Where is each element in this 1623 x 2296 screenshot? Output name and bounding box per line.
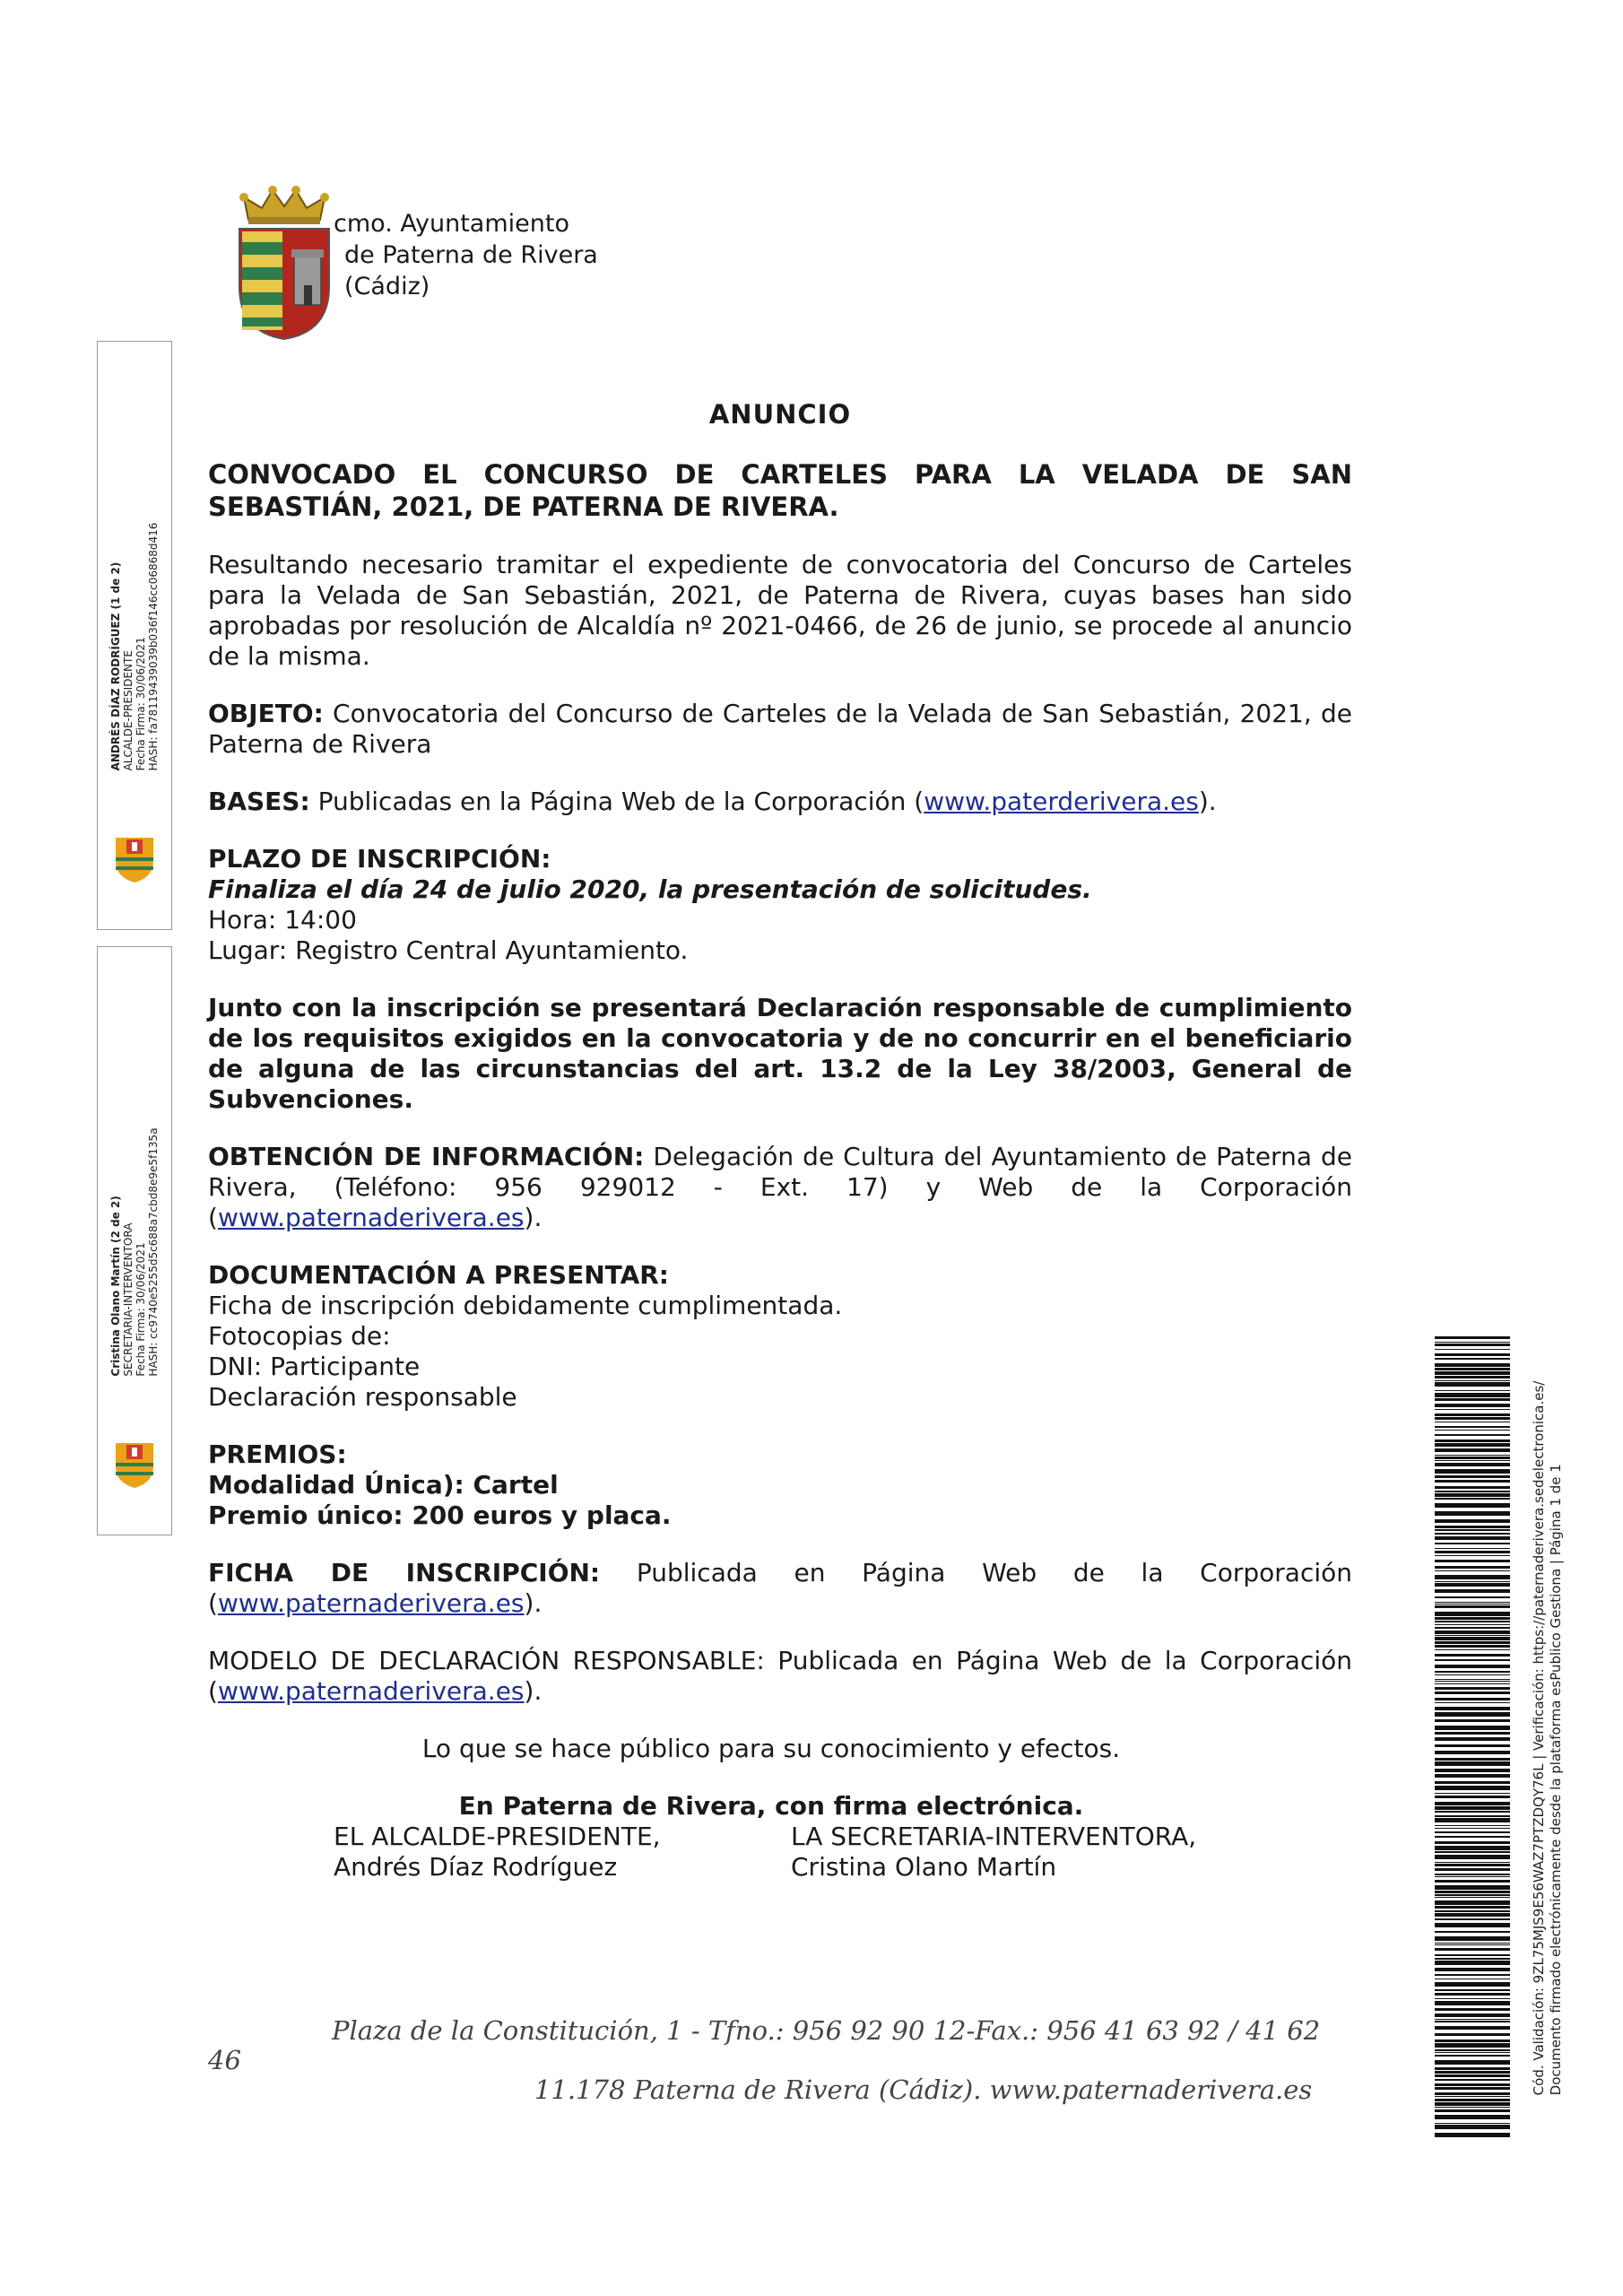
barcode-bar	[1435, 1910, 1510, 1912]
heading-line-1: CONVOCADO EL CONCURSO DE CARTELES PARA LA VELADA DE SAN	[208, 459, 1352, 490]
signer-role: SECRETARIA-INTERVENTORA	[122, 1222, 135, 1377]
barcode-bar	[1435, 1371, 1510, 1375]
barcode-bar	[1435, 1344, 1510, 1346]
barcode-bar	[1435, 2079, 1510, 2081]
signature-box-secretaria	[97, 946, 172, 1535]
barcode-bar	[1435, 1698, 1510, 1700]
barcode-bar	[1435, 1855, 1510, 1859]
barcode-bar	[1435, 1455, 1510, 1456]
barcode-bar	[1435, 1548, 1510, 1549]
barcode-bar	[1435, 2026, 1510, 2030]
barcode-bar	[1435, 1491, 1510, 1492]
ficha-link[interactable]: www.paternaderivera.es	[217, 1588, 525, 1618]
barcode-bar	[1435, 1818, 1510, 1822]
barcode-bar	[1435, 1486, 1510, 1489]
barcode-bar	[1435, 1363, 1510, 1367]
barcode-bar	[1435, 1891, 1510, 1893]
signers-block	[334, 1822, 1352, 1883]
barcode-bar	[1435, 1654, 1510, 1657]
plazo-lugar: Lugar: Registro Central Ayuntamiento.	[208, 935, 689, 965]
barcode-bar	[1435, 2008, 1510, 2011]
barcode-bar	[1435, 2096, 1510, 2097]
barcode-bar	[1435, 1480, 1510, 1483]
barcode-bar	[1435, 1382, 1510, 1387]
barcode-bar	[1435, 2049, 1510, 2051]
barcode-bar	[1435, 1846, 1510, 1850]
barcode-bar	[1435, 2099, 1510, 2101]
document-title: ANUNCIO	[708, 399, 852, 430]
barcode-bar	[1435, 1998, 1510, 1999]
barcode-bar	[1435, 1605, 1510, 1608]
barcode-bar	[1435, 1649, 1510, 1650]
barcode-bar	[1435, 1336, 1510, 1339]
signer2-name: Cristina Olano Martín	[791, 1852, 1057, 1882]
barcode-bar	[1435, 1918, 1510, 1920]
plazo-text: Finaliza el día 24 de julio 2020, la presentación de solicitudes.	[208, 874, 1092, 904]
barcode-bar	[1435, 1815, 1510, 1817]
barcode-bar	[1435, 1624, 1510, 1625]
barcode-bar	[1435, 2109, 1510, 2112]
barcode-bar	[1435, 1503, 1510, 1508]
barcode-bar	[1435, 1874, 1510, 1875]
barcode-bar	[1435, 1602, 1510, 1603]
modelo-link[interactable]: www.paternaderivera.es	[217, 1676, 525, 1706]
barcode-bar	[1435, 1900, 1510, 1905]
info-end: ).	[524, 1203, 542, 1232]
barcode-bar	[1435, 1659, 1510, 1661]
barcode-bar	[1435, 1674, 1510, 1675]
objeto-label: OBJETO:	[208, 699, 324, 728]
municipal-crest-logo	[235, 179, 334, 341]
barcode-bar	[1435, 1469, 1510, 1474]
ficha-end: ).	[524, 1588, 542, 1618]
verification-block	[1512, 1336, 1584, 2139]
documentacion-item: Declaración responsable	[208, 1382, 517, 1412]
page-number: 46	[208, 2045, 241, 2075]
barcode-bar	[1435, 1475, 1510, 1478]
documentacion-item: Fotocopias de:	[208, 1321, 391, 1351]
barcode-bar	[1435, 1726, 1510, 1730]
barcode-bar	[1435, 1681, 1510, 1682]
objeto-paragraph	[208, 699, 1352, 760]
barcode-bar	[1435, 1864, 1510, 1866]
barcode-bar	[1435, 1868, 1510, 1871]
barcode-bar	[1435, 1786, 1510, 1790]
signature-date: Fecha Firma: 30/06/2021	[135, 637, 147, 771]
barcode-bar	[1435, 1443, 1510, 1447]
ficha-paragraph	[208, 1558, 1352, 1619]
barcode-bar	[1435, 1894, 1510, 1896]
barcode-bar	[1435, 1897, 1510, 1898]
barcode-bar	[1435, 1413, 1510, 1416]
barcode-bar	[1435, 2039, 1510, 2042]
barcode-bar	[1435, 1732, 1510, 1735]
barcode-bar	[1435, 1958, 1510, 1960]
info-link[interactable]: www.paternaderivera.es	[217, 1203, 525, 1232]
barcode-bar	[1435, 2021, 1510, 2022]
modelo-end: ).	[524, 1676, 542, 1706]
documentacion-section	[208, 1260, 1352, 1413]
barcode-bar	[1435, 1712, 1510, 1717]
barcode-bar	[1435, 1583, 1510, 1587]
signature-seal-icon	[105, 831, 164, 884]
barcode-bar	[1435, 1993, 1510, 1996]
verification-line-1: Cód. Validación: 9ZL75MJS9E56WAZ7PTZDQY76L | Verificación: https://paternaderivera.sedelectronica.es/	[1531, 1380, 1547, 2095]
barcode-bar	[1435, 1434, 1510, 1436]
barcode-bar	[1435, 1781, 1510, 1784]
signature-seal-icon	[105, 1436, 164, 1490]
premios-modalidad: Modalidad Única): Cartel	[208, 1470, 559, 1500]
barcode-bar	[1435, 1923, 1510, 1927]
barcode-bar	[1435, 1751, 1510, 1754]
barcode-bar	[1435, 1744, 1510, 1747]
barcode-bar	[1435, 1448, 1510, 1452]
org-line-2: de Paterna de Rivera	[344, 241, 598, 269]
bases-link[interactable]: www.paterderivera.es	[924, 787, 1199, 816]
barcode-bar	[1435, 1944, 1510, 1945]
signature-date: Fecha Firma: 30/06/2021	[135, 1242, 147, 1377]
ficha-label: FICHA DE INSCRIPCIÓN:	[208, 1558, 601, 1587]
barcode-bar	[1435, 1511, 1510, 1516]
info-text: Delegación de Cultura del Ayuntamiento de Paterna de Rivera, (Teléfono: 956 929012 - Ext. 17) y Web de la Corporación (	[208, 1142, 1352, 1232]
barcode-bar	[1435, 1961, 1510, 1965]
signature-hash: HASH: fa78119439039b036f146cc06868d416	[147, 522, 160, 771]
barcode-bar	[1435, 1793, 1510, 1794]
barcode-bar	[1435, 1702, 1510, 1703]
plazo-hora: Hora: 14:00	[208, 905, 357, 935]
modelo-paragraph	[208, 1646, 1352, 1707]
barcode-bar	[1435, 1862, 1510, 1863]
barcode-bar	[1435, 1948, 1510, 1951]
objeto-text: Convocatoria del Concurso de Carteles de la Velada de San Sebastián, 2021, de Paterna de Rivera	[208, 699, 1352, 759]
barcode-bar	[1435, 2019, 1510, 2020]
organization-name	[334, 208, 598, 302]
barcode-bar	[1435, 2055, 1510, 2057]
barcode-bar	[1435, 2001, 1510, 2005]
barcode-bar	[1435, 1880, 1510, 1883]
barcode-bar	[1435, 2092, 1510, 2095]
org-line-3: (Cádiz)	[344, 273, 430, 300]
footer-address: Plaza de la Constitución, 1 - Tfno.: 956 92 90 12-Fax.: 956 41 63 92 / 41 62	[332, 2015, 1321, 2046]
footer-city: 11.178 Paterna de Rivera (Cádiz). www.paternaderivera.es	[534, 2074, 1313, 2105]
barcode-bar	[1435, 1342, 1510, 1343]
barcode-bar	[1435, 1631, 1510, 1634]
barcode-bar	[1435, 2123, 1510, 2124]
barcode-bar	[1435, 2083, 1510, 2086]
signer2-role: LA SECRETARIA-INTERVENTORA,	[791, 1822, 1197, 1851]
barcode-bar	[1435, 1943, 1510, 1944]
barcode-bar	[1435, 1493, 1510, 1497]
firma-line: En Paterna de Rivera, con firma electrónica.	[458, 1791, 1084, 1821]
bases-text: Publicadas en la Página Web de la Corporación (	[309, 787, 924, 816]
barcode-bar	[1435, 1498, 1510, 1500]
barcode-bar	[1435, 1358, 1510, 1360]
premios-premio: Premio único: 200 euros y placa.	[208, 1500, 672, 1530]
barcode-bar	[1435, 1645, 1510, 1648]
signature-box-alcalde	[97, 341, 172, 930]
barcode-bar	[1435, 2013, 1510, 2017]
barcode-bar	[1435, 1551, 1510, 1553]
barcode-bar	[1435, 2067, 1510, 2070]
barcode-bar	[1435, 1876, 1510, 1877]
bases-label: BASES:	[208, 787, 310, 816]
barcode-bar	[1435, 2033, 1510, 2036]
barcode-bar	[1435, 1460, 1510, 1461]
barcode-bar	[1435, 1596, 1510, 1598]
barcode-bar	[1435, 1560, 1510, 1562]
barcode-bar	[1435, 1885, 1510, 1890]
ficha-text: Publicada en Página Web de la Corporación (	[208, 1558, 1353, 1618]
barcode-bar	[1435, 1737, 1510, 1741]
barcode-bar	[1435, 1398, 1510, 1401]
barcode-bar	[1435, 2107, 1510, 2108]
barcode-bar	[1435, 1954, 1510, 1956]
bases-paragraph	[208, 787, 1352, 817]
barcode-bar	[1435, 2043, 1510, 2048]
info-label: OBTENCIÓN DE INFORMACIÓN:	[208, 1142, 645, 1171]
barcode-bar	[1435, 1417, 1510, 1420]
barcode-bar	[1435, 1570, 1510, 1571]
barcode-bar	[1435, 1627, 1510, 1629]
barcode-bar	[1435, 1409, 1510, 1410]
barcode-bar	[1435, 1430, 1510, 1431]
barcode-bar	[1435, 1533, 1510, 1535]
signer-name: Cristina Olano Martín (2 de 2)	[109, 1196, 122, 1377]
bases-end: ).	[1198, 787, 1217, 816]
barcode-bar	[1435, 1931, 1510, 1933]
barcode-bar	[1435, 1390, 1510, 1391]
modelo-text: MODELO DE DECLARACIÓN RESPONSABLE: Publicada en Página Web de la Corporación (	[208, 1646, 1352, 1706]
barcode-bar	[1435, 1519, 1510, 1523]
heading-line-2: SEBASTIÁN, 2021, DE PATERNA DE RIVERA.	[208, 491, 839, 522]
barcode-bar	[1435, 1671, 1510, 1673]
closing-text: Lo que se hace público para su conocimiento y efectos.	[421, 1734, 1121, 1763]
barcode-bar	[1435, 1968, 1510, 1971]
premios-label: PREMIOS:	[208, 1439, 347, 1469]
barcode-bar	[1435, 1974, 1510, 1976]
barcode-bar	[1435, 2052, 1510, 2053]
barcode-bar	[1435, 1683, 1510, 1684]
barcode-bar	[1435, 1393, 1510, 1397]
signature-hash: HASH: cc9740e5255d5c688a7cbd8e9e5f135a	[147, 1127, 160, 1377]
barcode-bar	[1435, 1404, 1510, 1407]
barcode-bar	[1435, 2115, 1510, 2119]
barcode-bar	[1435, 1463, 1510, 1466]
documentacion-item: DNI: Participante	[208, 1352, 421, 1381]
barcode-bar	[1435, 1851, 1510, 1853]
premios-section	[208, 1439, 1352, 1531]
barcode-bar	[1435, 1982, 1510, 1987]
signer-role: ALCALDE-PRESIDENTE	[122, 650, 135, 771]
barcode-bar	[1435, 2087, 1510, 2090]
barcode-bar	[1435, 1457, 1510, 1459]
barcode-bar	[1435, 1566, 1510, 1569]
barcode-bar	[1435, 1536, 1510, 1540]
barcode-bar	[1435, 1621, 1510, 1622]
declaracion-paragraph: Junto con la inscripción se presentará Declaración responsable de cumplimiento de los requisitos exigidos en la convocatoria y de no concurrir en el beneficiario de alguna de las circunstancias del art. 13.2 de la Ley 38/2003, General de Subvenciones.	[208, 993, 1352, 1114]
barcode-bar	[1435, 1806, 1510, 1810]
barcode-bar	[1435, 1526, 1510, 1528]
barcode-bar	[1435, 1811, 1510, 1813]
barcode-bar	[1435, 1825, 1510, 1826]
barcode-bar	[1435, 1989, 1510, 1991]
barcode-bar	[1435, 1376, 1510, 1378]
barcode-bar	[1435, 1543, 1510, 1544]
barcode-bar	[1435, 1665, 1510, 1668]
intro-paragraph: Resultando necesario tramitar el expediente de convocatoria del Concurso de Carteles para la Velada de San Sebastián, 2021, de Paterna de Rivera, cuyas bases han sido aprobadas por resolución de Alcaldía nº 2021-0466, de 26 de junio, se procede al anuncio de la misma.	[208, 550, 1352, 671]
plazo-label: PLAZO DE INSCRIPCIÓN:	[208, 844, 551, 874]
documentacion-item: Ficha de inscripción debidamente cumplimentada.	[208, 1291, 843, 1320]
barcode-bar	[1435, 1802, 1510, 1805]
barcode-bar	[1435, 2125, 1510, 2129]
barcode-bar	[1435, 1761, 1510, 1766]
barcode-bar	[1435, 1758, 1510, 1761]
signer1-name: Andrés Díaz Rodríguez	[334, 1852, 618, 1882]
barcode-bar	[1435, 1769, 1510, 1772]
barcode-bar	[1435, 2102, 1510, 2106]
barcode-bar	[1435, 2074, 1510, 2077]
barcode-bar	[1435, 1836, 1510, 1838]
barcode-bar	[1435, 1617, 1510, 1620]
plazo-section	[208, 844, 1352, 966]
barcode-bar	[1435, 1774, 1510, 1778]
barcode-bar	[1435, 1679, 1510, 1680]
verification-line-2: Documento firmado electrónicamente desde la plataforma esPublico Gestiona | Página 1 de 1	[1548, 1463, 1564, 2095]
barcode-bar	[1435, 1529, 1510, 1531]
info-paragraph	[208, 1142, 1352, 1233]
barcode-bar	[1435, 1380, 1510, 1381]
documentacion-label: DOCUMENTACIÓN A PRESENTAR:	[208, 1260, 670, 1290]
barcode-bar	[1435, 1831, 1510, 1833]
document-body	[208, 399, 1352, 1883]
barcode-bar	[1435, 1707, 1510, 1710]
barcode-bar	[1435, 1913, 1510, 1917]
barcode-bar	[1435, 1575, 1510, 1579]
barcode-bar	[1435, 1612, 1510, 1616]
barcode-bar	[1435, 1349, 1510, 1350]
barcode-bar	[1435, 1692, 1510, 1694]
barcode-image	[1435, 1336, 1510, 2139]
barcode-bar	[1435, 1906, 1510, 1909]
barcode-bar	[1435, 1641, 1510, 1644]
barcode-bar	[1435, 1368, 1510, 1370]
barcode-bar	[1435, 1936, 1510, 1941]
barcode-bar	[1435, 2133, 1510, 2137]
barcode-bar	[1435, 1796, 1510, 1798]
barcode-bar	[1435, 1604, 1510, 1605]
barcode-bar	[1435, 1635, 1510, 1636]
barcode-bar	[1435, 1828, 1510, 1829]
barcode-bar	[1435, 1687, 1510, 1690]
barcode-bar	[1435, 1637, 1510, 1640]
barcode-bar	[1435, 1426, 1510, 1428]
signer1-role: EL ALCALDE-PRESIDENTE,	[334, 1822, 661, 1851]
org-line-1: cmo. Ayuntamiento	[334, 210, 569, 238]
barcode-bar	[1435, 1581, 1510, 1582]
barcode-bar	[1435, 1439, 1510, 1442]
barcode-bar	[1435, 1841, 1510, 1844]
barcode-bar	[1435, 1719, 1510, 1722]
barcode-bar	[1435, 2071, 1510, 2074]
barcode-bar	[1435, 1589, 1510, 1593]
barcode-bar	[1435, 2060, 1510, 2065]
signer-name: ANDRÉS DÍAZ RODRÍGUEZ (1 de 2)	[109, 561, 122, 771]
barcode-bar	[1435, 1555, 1510, 1556]
barcode-bar	[1435, 1353, 1510, 1356]
